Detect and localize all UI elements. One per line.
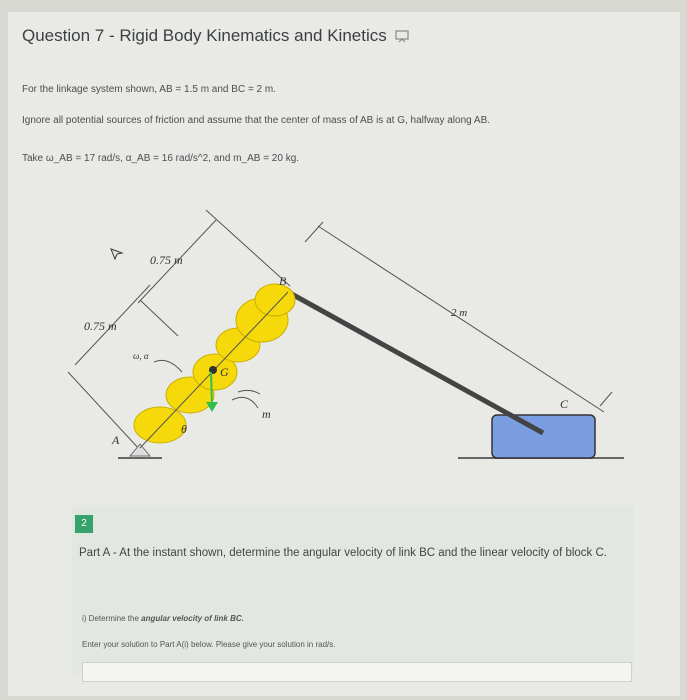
theta-arc xyxy=(232,397,258,408)
label-b: B xyxy=(279,274,287,288)
question-title-text: Question 7 - Rigid Body Kinematics and Kinetics xyxy=(22,26,387,45)
cursor-icon xyxy=(111,249,122,259)
subpart-prefix: i) Determine the xyxy=(82,614,139,623)
block-c xyxy=(492,415,595,458)
given-lengths: For the linkage system shown, AB = 1.5 m and BC = 2 m. xyxy=(22,84,277,95)
link-ab xyxy=(134,284,295,443)
subpart-prompt xyxy=(82,614,244,623)
label-dim-top: 0.75 m xyxy=(150,253,183,267)
answer-instruction: Enter your solution to Part A(i) below. Please give your solution in rad/s. xyxy=(82,640,336,649)
question-title xyxy=(22,26,409,48)
part-number-badge: 2 xyxy=(75,515,93,533)
pin-support-a xyxy=(130,444,150,456)
label-g: G xyxy=(220,365,229,379)
label-dim-left: 0.75 m xyxy=(84,319,117,333)
linkage-diagram xyxy=(0,180,687,485)
label-m: m xyxy=(262,407,271,421)
given-values: Take ω_AB = 17 rad/s, α_AB = 16 rad/s^2, and m_AB = 20 kg. xyxy=(22,153,300,164)
label-theta: θ xyxy=(181,422,187,436)
subpart-bold: angular velocity of link BC. xyxy=(141,614,244,623)
part-a-panel xyxy=(72,505,634,675)
link-bc xyxy=(288,292,543,433)
label-a: A xyxy=(112,433,120,447)
label-omega-alpha: ω, α xyxy=(133,351,149,361)
label-dim-bc: 2 m xyxy=(451,307,468,319)
omega-arrow xyxy=(154,360,182,372)
weight-arrow xyxy=(211,372,212,404)
answer-input[interactable] xyxy=(82,662,632,682)
label-c: C xyxy=(560,397,569,411)
part-a-text: Part A - At the instant shown, determine the angular velocity of link BC and the linear velocity of block C. xyxy=(79,547,608,559)
flag-icon[interactable] xyxy=(395,28,409,48)
assumptions-text: Ignore all potential sources of friction and assume that the center of mass of AB is at G, halfway along AB. xyxy=(22,115,491,126)
